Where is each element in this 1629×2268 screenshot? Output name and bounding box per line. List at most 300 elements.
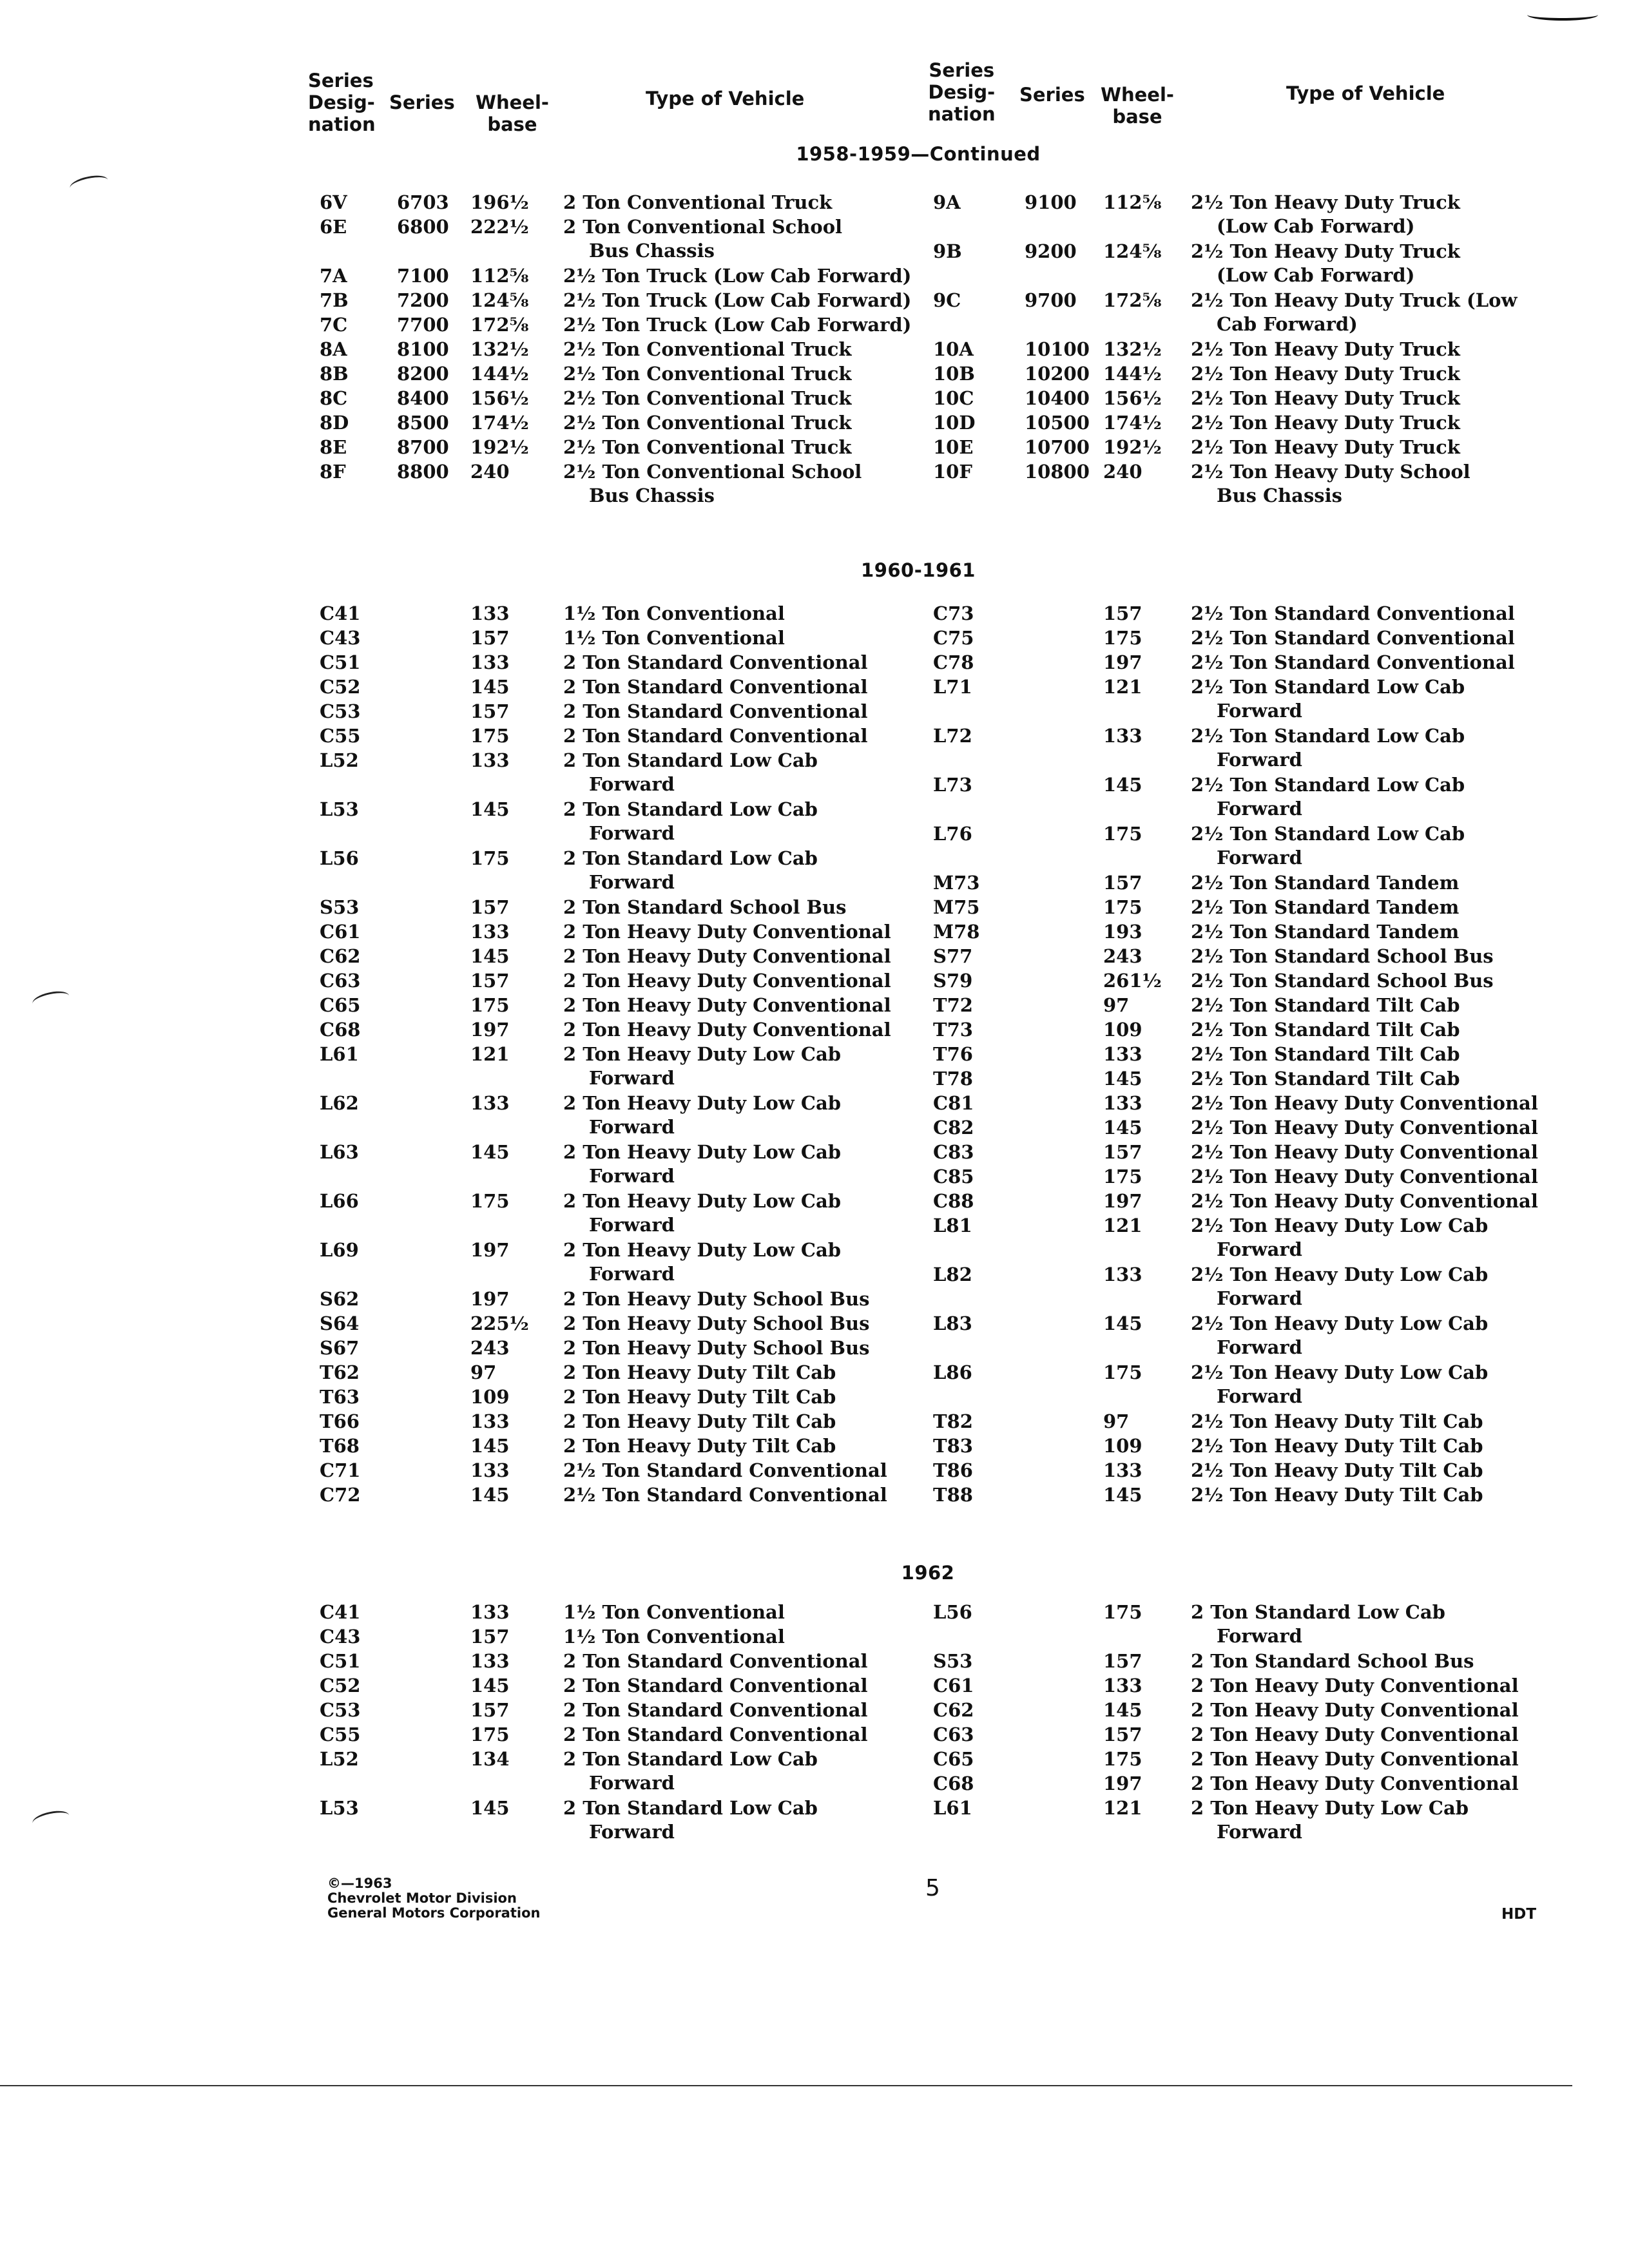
series-designation: L53: [320, 1797, 359, 1819]
series-designation: 9A: [933, 191, 961, 213]
wheelbase: 243: [1103, 945, 1142, 967]
vehicle-type: 2½ Ton Standard Tilt Cab: [1191, 1019, 1460, 1041]
series-designation: C72: [320, 1484, 361, 1506]
vehicle-type: 2½ Ton Conventional Truck: [563, 412, 852, 434]
series-designation: C82: [933, 1117, 974, 1139]
series-designation: L52: [320, 1748, 359, 1770]
header-designation-left: Series Desig- nation: [308, 70, 376, 135]
vehicle-type: 2½ Ton Standard Tilt Cab: [1191, 1043, 1460, 1065]
vehicle-type-continued: Forward: [1217, 798, 1302, 820]
series-designation: C75: [933, 627, 974, 649]
header-wheelbase-right: Wheel- base: [1101, 84, 1174, 128]
vehicle-type: 1½ Ton Conventional: [563, 1626, 785, 1648]
vehicle-type: 2½ Ton Heavy Duty Truck: [1191, 412, 1460, 434]
vehicle-type: 2 Ton Standard Conventional: [563, 1724, 868, 1745]
series-designation: L82: [933, 1264, 972, 1285]
section-title-1960-1961: 1960-1961: [861, 559, 976, 581]
wheelbase: 157: [1103, 872, 1142, 894]
wheelbase: 225½: [470, 1312, 529, 1334]
vehicle-type: 2½ Ton Heavy Duty Conventional: [1191, 1141, 1538, 1163]
section-title-1962: 1962: [901, 1562, 955, 1584]
vehicle-type: 2½ Ton Standard Conventional: [1191, 602, 1515, 624]
series-designation: C62: [320, 945, 361, 967]
vehicle-type: 2 Ton Heavy Duty Conventional: [563, 945, 891, 967]
series-designation: L56: [933, 1601, 972, 1623]
vehicle-type: 2 Ton Heavy Duty Tilt Cab: [563, 1386, 836, 1408]
vehicle-type: 2 Ton Heavy Duty Conventional: [563, 994, 891, 1016]
wheelbase: 97: [470, 1361, 497, 1383]
vehicle-type: 2½ Ton Heavy Duty Tilt Cab: [1191, 1484, 1483, 1506]
wheelbase: 145: [470, 1141, 510, 1163]
wheelbase: 175: [1103, 627, 1142, 649]
series-designation: L71: [933, 676, 972, 698]
vehicle-type: 2 Ton Heavy Duty Low Cab: [563, 1141, 842, 1163]
series-designation: M78: [933, 921, 980, 943]
wheelbase: 109: [470, 1386, 510, 1408]
wheelbase: 157: [1103, 1141, 1142, 1163]
series-designation: T68: [320, 1435, 360, 1457]
vehicle-type: 2½ Ton Heavy Duty Low Cab: [1191, 1215, 1489, 1236]
vehicle-type: 2 Ton Heavy Duty Conventional: [1191, 1675, 1519, 1696]
series-designation: T82: [933, 1410, 973, 1432]
series-designation: T88: [933, 1484, 973, 1506]
wheelbase: 97: [1103, 1410, 1130, 1432]
wheelbase: 240: [470, 461, 510, 483]
series-designation: 8D: [320, 412, 349, 434]
vehicle-type-continued: Forward: [589, 1165, 675, 1187]
series-number: 6800: [397, 216, 449, 238]
wheelbase: 133: [470, 749, 510, 771]
wheelbase: 175: [1103, 896, 1142, 918]
vehicle-type: 2 Ton Standard Low Cab: [563, 1797, 818, 1819]
series-designation: C55: [320, 725, 361, 747]
wheelbase: 192½: [1103, 436, 1162, 458]
series-designation: C52: [320, 1675, 361, 1696]
series-designation: 9C: [933, 289, 961, 311]
series-designation: S53: [320, 896, 360, 918]
series-designation: C62: [933, 1699, 974, 1721]
wheelbase: 261½: [1103, 970, 1162, 992]
vehicle-type: 2 Ton Heavy Duty Conventional: [1191, 1773, 1519, 1794]
series-designation: C41: [320, 602, 361, 624]
header-type-left: Type of Vehicle: [646, 88, 805, 110]
vehicle-type: 2 Ton Heavy Duty School Bus: [563, 1337, 870, 1359]
vehicle-type: 2 Ton Standard Low Cab: [563, 749, 818, 771]
page-number: 5: [925, 1875, 940, 1901]
series-designation: T76: [933, 1043, 973, 1065]
wheelbase: 193: [1103, 921, 1142, 943]
series-designation: 8B: [320, 363, 349, 385]
wheelbase: 157: [470, 896, 510, 918]
vehicle-type: 2 Ton Heavy Duty Conventional: [563, 921, 891, 943]
wheelbase: 175: [470, 847, 510, 869]
wheelbase: 174½: [1103, 412, 1162, 434]
wheelbase: 133: [1103, 1264, 1142, 1285]
series-designation: L73: [933, 774, 972, 796]
series-number: 9700: [1025, 289, 1077, 311]
wheelbase: 157: [1103, 602, 1142, 624]
series-designation: 6V: [320, 191, 347, 213]
vehicle-type: 2 Ton Heavy Duty Conventional: [563, 1019, 891, 1041]
series-designation: 10A: [933, 338, 974, 360]
vehicle-type-continued: Forward: [589, 1116, 675, 1138]
series-designation: C81: [933, 1092, 974, 1114]
wheelbase: 175: [470, 1724, 510, 1745]
vehicle-type-continued: Forward: [589, 871, 675, 893]
vehicle-type: 2 Ton Standard Conventional: [563, 1699, 868, 1721]
wheelbase: 197: [470, 1239, 510, 1261]
vehicle-type: 2 Ton Standard Low Cab: [563, 847, 818, 869]
wheelbase: 133: [1103, 1043, 1142, 1065]
wheelbase: 133: [470, 602, 510, 624]
wheelbase: 121: [1103, 1215, 1142, 1236]
vehicle-type: 2½ Ton Standard Low Cab: [1191, 725, 1465, 747]
series-designation: T72: [933, 994, 973, 1016]
vehicle-type-continued: Cab Forward): [1217, 313, 1358, 335]
wheelbase: 145: [1103, 1699, 1142, 1721]
wheelbase: 121: [1103, 1797, 1142, 1819]
series-designation: S53: [933, 1650, 973, 1672]
vehicle-type: 2½ Ton Standard Conventional: [1191, 627, 1515, 649]
series-designation: C53: [320, 1699, 361, 1721]
vehicle-type-continued: (Low Cab Forward): [1217, 264, 1415, 286]
wheelbase: 144½: [470, 363, 529, 385]
vehicle-type: 2½ Ton Standard School Bus: [1191, 945, 1494, 967]
vehicle-type: 2½ Ton Heavy Duty Low Cab: [1191, 1312, 1489, 1334]
series-designation: C41: [320, 1601, 361, 1623]
vehicle-type-continued: Forward: [1217, 847, 1302, 869]
wheelbase: 197: [1103, 1190, 1142, 1212]
page-edge-line: [0, 2085, 1572, 2086]
series-designation: C65: [933, 1748, 974, 1770]
vehicle-type: 2 Ton Heavy Duty Tilt Cab: [563, 1410, 836, 1432]
wheelbase: 133: [470, 1601, 510, 1623]
wheelbase: 124⅝: [470, 289, 529, 311]
wheelbase: 133: [1103, 1459, 1142, 1481]
wheelbase: 112⅝: [470, 265, 529, 287]
vehicle-type: 2 Ton Standard Conventional: [563, 700, 868, 722]
series-number: 8200: [397, 363, 449, 385]
wheelbase: 175: [1103, 1361, 1142, 1383]
wheelbase: 145: [470, 1435, 510, 1457]
vehicle-type-continued: Forward: [589, 1067, 675, 1089]
series-designation: 9B: [933, 240, 962, 262]
wheelbase: 133: [470, 1092, 510, 1114]
vehicle-type-continued: Forward: [1217, 1625, 1302, 1647]
vehicle-type: 2½ Ton Standard Low Cab: [1191, 823, 1465, 845]
wheelbase: 145: [470, 798, 510, 820]
vehicle-type: 1½ Ton Conventional: [563, 627, 785, 649]
vehicle-type: 2½ Ton Heavy Duty Truck: [1191, 436, 1460, 458]
vehicle-type: 2 Ton Standard Low Cab: [563, 1748, 818, 1770]
series-designation: 8C: [320, 387, 348, 409]
vehicle-type: 2½ Ton Heavy Duty Tilt Cab: [1191, 1435, 1483, 1457]
vehicle-type: 2½ Ton Heavy Duty Tilt Cab: [1191, 1459, 1483, 1481]
section-title-1958-1959: 1958-1959—Continued: [796, 143, 1041, 165]
wheelbase: 197: [1103, 1773, 1142, 1794]
vehicle-type-continued: Forward: [1217, 1385, 1302, 1407]
vehicle-type-continued: Forward: [589, 822, 675, 844]
series-designation: S64: [320, 1312, 360, 1334]
wheelbase: 222½: [470, 216, 529, 238]
vehicle-type: 2½ Ton Heavy Duty Low Cab: [1191, 1264, 1489, 1285]
vehicle-type: 2½ Ton Standard Tandem: [1191, 921, 1460, 943]
wheelbase: 145: [1103, 774, 1142, 796]
vehicle-type-continued: Forward: [1217, 1821, 1302, 1843]
series-designation: L61: [933, 1797, 972, 1819]
vehicle-type: 2½ Ton Truck (Low Cab Forward): [563, 265, 912, 287]
vehicle-type: 2 Ton Standard Conventional: [563, 1675, 868, 1696]
vehicle-type-continued: Bus Chassis: [589, 240, 715, 262]
wheelbase: 197: [470, 1288, 510, 1310]
wheelbase: 109: [1103, 1435, 1142, 1457]
wheelbase: 97: [1103, 994, 1130, 1016]
vehicle-type: 1½ Ton Conventional: [563, 1601, 785, 1623]
wheelbase: 172⅝: [1103, 289, 1162, 311]
series-designation: M75: [933, 896, 980, 918]
wheelbase: 145: [470, 1484, 510, 1506]
wheelbase: 175: [470, 994, 510, 1016]
series-designation: L66: [320, 1190, 359, 1212]
series-designation: L56: [320, 847, 359, 869]
vehicle-type: 2 Ton Standard School Bus: [563, 896, 847, 918]
wheelbase: 197: [470, 1019, 510, 1041]
wheelbase: 174½: [470, 412, 529, 434]
series-designation: C43: [320, 1626, 361, 1648]
wheelbase: 175: [1103, 1601, 1142, 1623]
vehicle-type-continued: Bus Chassis: [589, 485, 715, 506]
series-number: 10100: [1025, 338, 1090, 360]
vehicle-type: 2½ Ton Standard Conventional: [563, 1484, 887, 1506]
series-designation: S67: [320, 1337, 360, 1359]
series-designation: 10F: [933, 461, 972, 483]
series-number: 10800: [1025, 461, 1090, 483]
vehicle-type-continued: Forward: [589, 1263, 675, 1285]
series-designation: C73: [933, 602, 974, 624]
series-designation: T63: [320, 1386, 360, 1408]
vehicle-type: 2½ Ton Standard Tilt Cab: [1191, 994, 1460, 1016]
series-designation: C63: [933, 1724, 974, 1745]
series-designation: 8A: [320, 338, 347, 360]
series-number: 8400: [397, 387, 449, 409]
vehicle-type: 2 Ton Conventional Truck: [563, 191, 833, 213]
vehicle-type: 2½ Ton Standard Tandem: [1191, 896, 1460, 918]
series-designation: T83: [933, 1435, 973, 1457]
header-type-right: Type of Vehicle: [1286, 82, 1445, 104]
corner-curl: [1527, 9, 1598, 21]
vehicle-type: 2½ Ton Truck (Low Cab Forward): [563, 314, 912, 336]
vehicle-type: 2½ Ton Heavy Duty Low Cab: [1191, 1361, 1489, 1383]
wheelbase: 157: [470, 970, 510, 992]
series-designation: 6E: [320, 216, 347, 238]
series-designation: 8E: [320, 436, 347, 458]
wheelbase: 175: [470, 1190, 510, 1212]
series-designation: C51: [320, 651, 361, 673]
wheelbase: 133: [470, 1459, 510, 1481]
vehicle-type: 2 Ton Heavy Duty Conventional: [1191, 1724, 1519, 1745]
series-number: 6703: [397, 191, 449, 213]
header-wheelbase-left: Wheel- base: [476, 91, 549, 135]
series-designation: L53: [320, 798, 359, 820]
vehicle-type-continued: Forward: [1217, 700, 1302, 722]
series-designation: C51: [320, 1650, 361, 1672]
vehicle-type: 2½ Ton Truck (Low Cab Forward): [563, 289, 912, 311]
series-designation: 7C: [320, 314, 348, 336]
vehicle-type-continued: (Low Cab Forward): [1217, 215, 1415, 237]
vehicle-type-continued: Forward: [1217, 1238, 1302, 1260]
vehicle-type: 2 Ton Standard School Bus: [1191, 1650, 1474, 1672]
wheelbase: 133: [1103, 725, 1142, 747]
wheelbase: 157: [470, 627, 510, 649]
vehicle-type-continued: Forward: [589, 1821, 675, 1843]
vehicle-type: 2½ Ton Heavy Duty Truck: [1191, 191, 1460, 213]
vehicle-type: 2 Ton Heavy Duty Tilt Cab: [563, 1435, 836, 1457]
wheelbase: 175: [1103, 823, 1142, 845]
vehicle-type: 2½ Ton Standard Tilt Cab: [1191, 1068, 1460, 1090]
series-number: 9100: [1025, 191, 1077, 213]
vehicle-type-continued: Forward: [589, 773, 675, 795]
wheelbase: 144½: [1103, 363, 1162, 385]
wheelbase: 175: [1103, 1166, 1142, 1187]
series-designation: C55: [320, 1724, 361, 1745]
vehicle-type: 2½ Ton Standard Low Cab: [1191, 676, 1465, 698]
wheelbase: 145: [1103, 1117, 1142, 1139]
wheelbase: 121: [470, 1043, 510, 1065]
vehicle-type: 2½ Ton Heavy Duty Conventional: [1191, 1092, 1538, 1114]
vehicle-type-continued: Forward: [589, 1772, 675, 1794]
series-designation: L62: [320, 1092, 359, 1114]
copyright-notice: ©—1963 Chevrolet Motor Division General Motors Corporation: [327, 1876, 541, 1921]
series-designation: L76: [933, 823, 972, 845]
vehicle-type: 2½ Ton Heavy Duty Truck: [1191, 387, 1460, 409]
vehicle-type: 2 Ton Heavy Duty Low Cab: [563, 1092, 842, 1114]
series-designation: C88: [933, 1190, 974, 1212]
series-designation: 10C: [933, 387, 974, 409]
header-designation-right: Series Desig- nation: [928, 59, 996, 125]
vehicle-type: 2 Ton Heavy Duty Conventional: [1191, 1748, 1519, 1770]
wheelbase: 157: [470, 700, 510, 722]
wheelbase: 133: [470, 921, 510, 943]
vehicle-type-continued: Forward: [1217, 1336, 1302, 1358]
wheelbase: 157: [470, 1626, 510, 1648]
series-designation: C52: [320, 676, 361, 698]
vehicle-type: 2½ Ton Conventional Truck: [563, 363, 852, 385]
series-designation: C61: [933, 1675, 974, 1696]
vehicle-type: 2½ Ton Heavy Duty Truck (Low: [1191, 289, 1518, 311]
wheelbase: 112⅝: [1103, 191, 1162, 213]
vehicle-type: 2 Ton Standard Conventional: [563, 651, 868, 673]
wheelbase: 156½: [470, 387, 529, 409]
vehicle-type: 2 Ton Heavy Duty Low Cab: [563, 1043, 842, 1065]
series-number: 10400: [1025, 387, 1090, 409]
vehicle-type: 2½ Ton Standard Conventional: [563, 1459, 887, 1481]
wheelbase: 133: [1103, 1092, 1142, 1114]
series-designation: 10D: [933, 412, 976, 434]
vehicle-type: 2½ Ton Heavy Duty Truck: [1191, 338, 1460, 360]
vehicle-type: 2½ Ton Conventional Truck: [563, 387, 852, 409]
document-code: HDT: [1501, 1906, 1537, 1923]
wheelbase: 134: [470, 1748, 510, 1770]
series-designation: T78: [933, 1068, 973, 1090]
series-designation: T62: [320, 1361, 360, 1383]
wheelbase: 121: [1103, 676, 1142, 698]
series-number: 10500: [1025, 412, 1090, 434]
wheelbase: 145: [470, 1797, 510, 1819]
series-designation: 7A: [320, 265, 347, 287]
vehicle-type: 2½ Ton Standard Conventional: [1191, 651, 1515, 673]
series-number: 9200: [1025, 240, 1077, 262]
wheelbase: 133: [470, 651, 510, 673]
series-number: 7200: [397, 289, 449, 311]
series-number: 7100: [397, 265, 449, 287]
binder-mark: [31, 988, 71, 1011]
binder-mark: [68, 173, 109, 195]
series-designation: 7B: [320, 289, 349, 311]
vehicle-type: 2½ Ton Heavy Duty Truck: [1191, 363, 1460, 385]
wheelbase: 175: [1103, 1748, 1142, 1770]
series-designation: T73: [933, 1019, 973, 1041]
series-number: 8800: [397, 461, 449, 483]
wheelbase: 145: [470, 945, 510, 967]
vehicle-type: 2½ Ton Heavy Duty Truck: [1191, 240, 1460, 262]
series-number: 8700: [397, 436, 449, 458]
vehicle-type: 2 Ton Heavy Duty Low Cab: [1191, 1797, 1469, 1819]
series-designation: L61: [320, 1043, 359, 1065]
wheelbase: 172⅝: [470, 314, 529, 336]
wheelbase: 175: [470, 725, 510, 747]
series-designation: C83: [933, 1141, 974, 1163]
header-series-left: Series: [389, 91, 455, 113]
series-designation: C65: [320, 994, 361, 1016]
series-number: 8100: [397, 338, 449, 360]
series-designation: L81: [933, 1215, 972, 1236]
wheelbase: 145: [1103, 1484, 1142, 1506]
wheelbase: 124⅝: [1103, 240, 1162, 262]
wheelbase: 133: [470, 1650, 510, 1672]
vehicle-type: 2 Ton Heavy Duty School Bus: [563, 1312, 870, 1334]
series-designation: C68: [933, 1773, 974, 1794]
vehicle-type: 2 Ton Heavy Duty Low Cab: [563, 1190, 842, 1212]
series-designation: S79: [933, 970, 973, 992]
vehicle-type: 2 Ton Conventional School: [563, 216, 843, 238]
vehicle-type: 2 Ton Standard Conventional: [563, 1650, 868, 1672]
wheelbase: 157: [1103, 1650, 1142, 1672]
vehicle-type: 2 Ton Heavy Duty Tilt Cab: [563, 1361, 836, 1383]
series-designation: L83: [933, 1312, 972, 1334]
wheelbase: 132½: [470, 338, 529, 360]
vehicle-type: 1½ Ton Conventional: [563, 602, 785, 624]
series-designation: L52: [320, 749, 359, 771]
wheelbase: 145: [1103, 1068, 1142, 1090]
series-designation: C43: [320, 627, 361, 649]
wheelbase: 145: [470, 1675, 510, 1696]
series-number: 10700: [1025, 436, 1090, 458]
series-designation: C53: [320, 700, 361, 722]
vehicle-type: 2½ Ton Conventional Truck: [563, 436, 852, 458]
series-designation: 8F: [320, 461, 346, 483]
header-series-right: Series: [1019, 84, 1085, 106]
vehicle-type: 2½ Ton Conventional Truck: [563, 338, 852, 360]
wheelbase: 157: [1103, 1724, 1142, 1745]
wheelbase: 243: [470, 1337, 510, 1359]
vehicle-type-continued: Forward: [589, 1214, 675, 1236]
series-designation: C63: [320, 970, 361, 992]
vehicle-type: 2 Ton Standard Conventional: [563, 725, 868, 747]
series-designation: S77: [933, 945, 973, 967]
vehicle-type: 2½ Ton Heavy Duty Conventional: [1191, 1166, 1538, 1187]
vehicle-type: 2 Ton Standard Conventional: [563, 676, 868, 698]
binder-mark: [31, 1808, 71, 1831]
